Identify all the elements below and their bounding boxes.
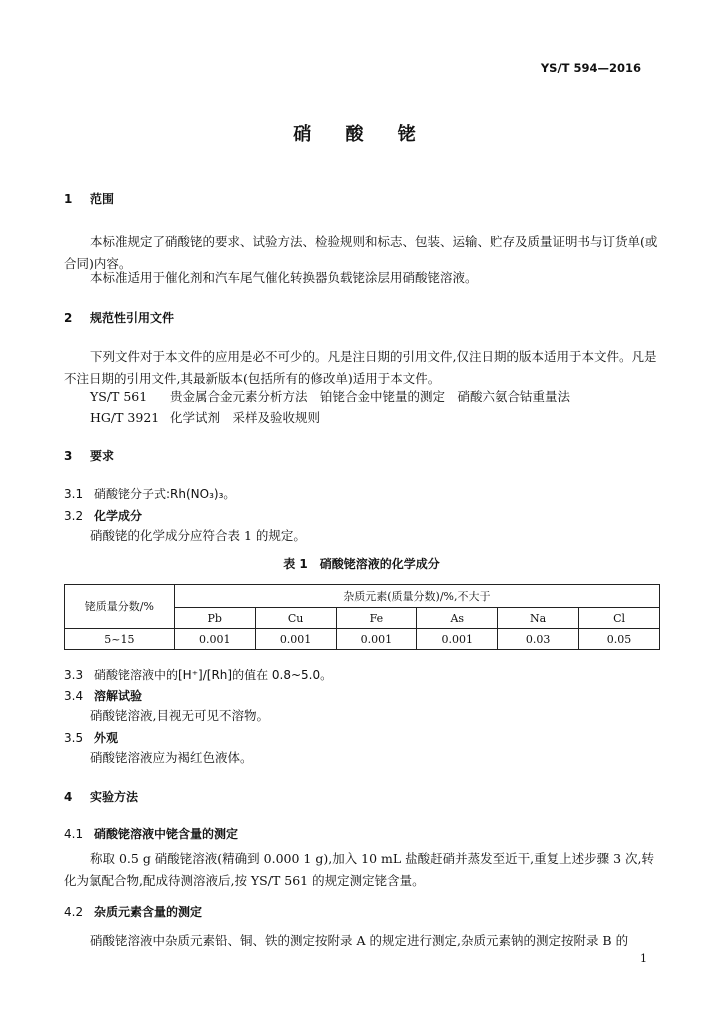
table-cell: 0.001 (336, 629, 417, 650)
clause-4-1-text: 称取 0.5 g 硝酸铑溶液(精确到 0.000 1 g),加入 10 mL 盐酸赶硝并蒸发至近干,重复上述步骤 3 次,转化为氯配合物,配成待测溶液后,按 YS/T 561 的规定测定铑含量。 (64, 851, 655, 888)
table-cell: 0.001 (255, 629, 336, 650)
table-header-rh: 铑质量分数/% (65, 585, 175, 629)
clause-3-5-heading: 3.5 外观 (64, 731, 119, 745)
table-cell: 5~15 (65, 629, 175, 650)
section-1-heading: 1 范围 (64, 192, 115, 206)
table-row (65, 629, 660, 650)
section-1-paragraph-2: 本标准适用于催化剂和汽车尾气催化转换器负载铑涂层用硝酸铑溶液。 (90, 270, 478, 285)
table-header-element: Fe (336, 608, 417, 629)
clause-3-1: 3.1 硝酸铑分子式:Rh(NO₃)₃。 (64, 487, 236, 501)
standard-code: YS/T 594—2016 (540, 61, 641, 75)
table-header-element: Cu (255, 608, 336, 629)
table-header-element: Cl (579, 608, 660, 629)
clause-3-3: 3.3 硝酸铑溶液中的[H⁺]/[Rh]的值在 0.8~5.0。 (64, 668, 333, 682)
table-1-caption: 表 1 硝酸铑溶液的化学成分 (283, 557, 440, 571)
section-2-heading: 2 规范性引用文件 (64, 311, 175, 325)
table-cell: 0.001 (417, 629, 498, 650)
section-4-heading: 4 实验方法 (64, 790, 139, 804)
clause-4-2-text: 硝酸铑溶液中杂质元素铅、铜、铁的测定按附录 A 的规定进行测定,杂质元素钠的测定按附录 B 的 (90, 933, 629, 948)
clause-3-5-text: 硝酸铑溶液应为褐红色液体。 (90, 750, 253, 765)
clause-3-4-text: 硝酸铑溶液,目视无可见不溶物。 (90, 708, 269, 723)
page-title: 硝 酸 铑 (293, 124, 430, 145)
table-cell: 0.03 (498, 629, 579, 650)
clause-4-1-heading: 4.1 硝酸铑溶液中铑含量的测定 (64, 827, 239, 841)
reference-item: HG/T 3921 化学试剂 采样及验收规则 (90, 410, 321, 425)
section-3-heading: 3 要求 (64, 449, 115, 463)
table-header-element: Na (498, 608, 579, 629)
clause-3-2-text: 硝酸铑的化学成分应符合表 1 的规定。 (90, 528, 306, 543)
section-2-paragraph: 下列文件对于本文件的应用是必不可少的。凡是注日期的引用文件,仅注日期的版本适用于本文件。凡是不注日期的引用文件,其最新版本(包括所有的修改单)适用于本文件。 (64, 349, 657, 386)
section-1-paragraph-1: 本标准规定了硝酸铑的要求、试验方法、检验规则和标志、包装、运输、贮存及质量证明书与订货单(或合同)内容。 (64, 234, 658, 271)
table-cell: 0.001 (174, 629, 255, 650)
table-cell: 0.05 (579, 629, 660, 650)
clause-3-4-heading: 3.4 溶解试验 (64, 689, 143, 703)
clause-4-2-heading: 4.2 杂质元素含量的测定 (64, 905, 203, 919)
page-number: 1 (640, 952, 647, 965)
table-header-element: As (417, 608, 498, 629)
table-header-element: Pb (174, 608, 255, 629)
clause-3-2-heading: 3.2 化学成分 (64, 509, 143, 523)
reference-item: YS/T 561 贵金属合金元素分析方法 铂铑合金中铑量的测定 硝酸六氨合钴重量法 (90, 389, 571, 404)
table-header-impurities: 杂质元素(质量分数)/%,不大于 (174, 585, 659, 608)
chemical-composition-table (64, 584, 660, 650)
